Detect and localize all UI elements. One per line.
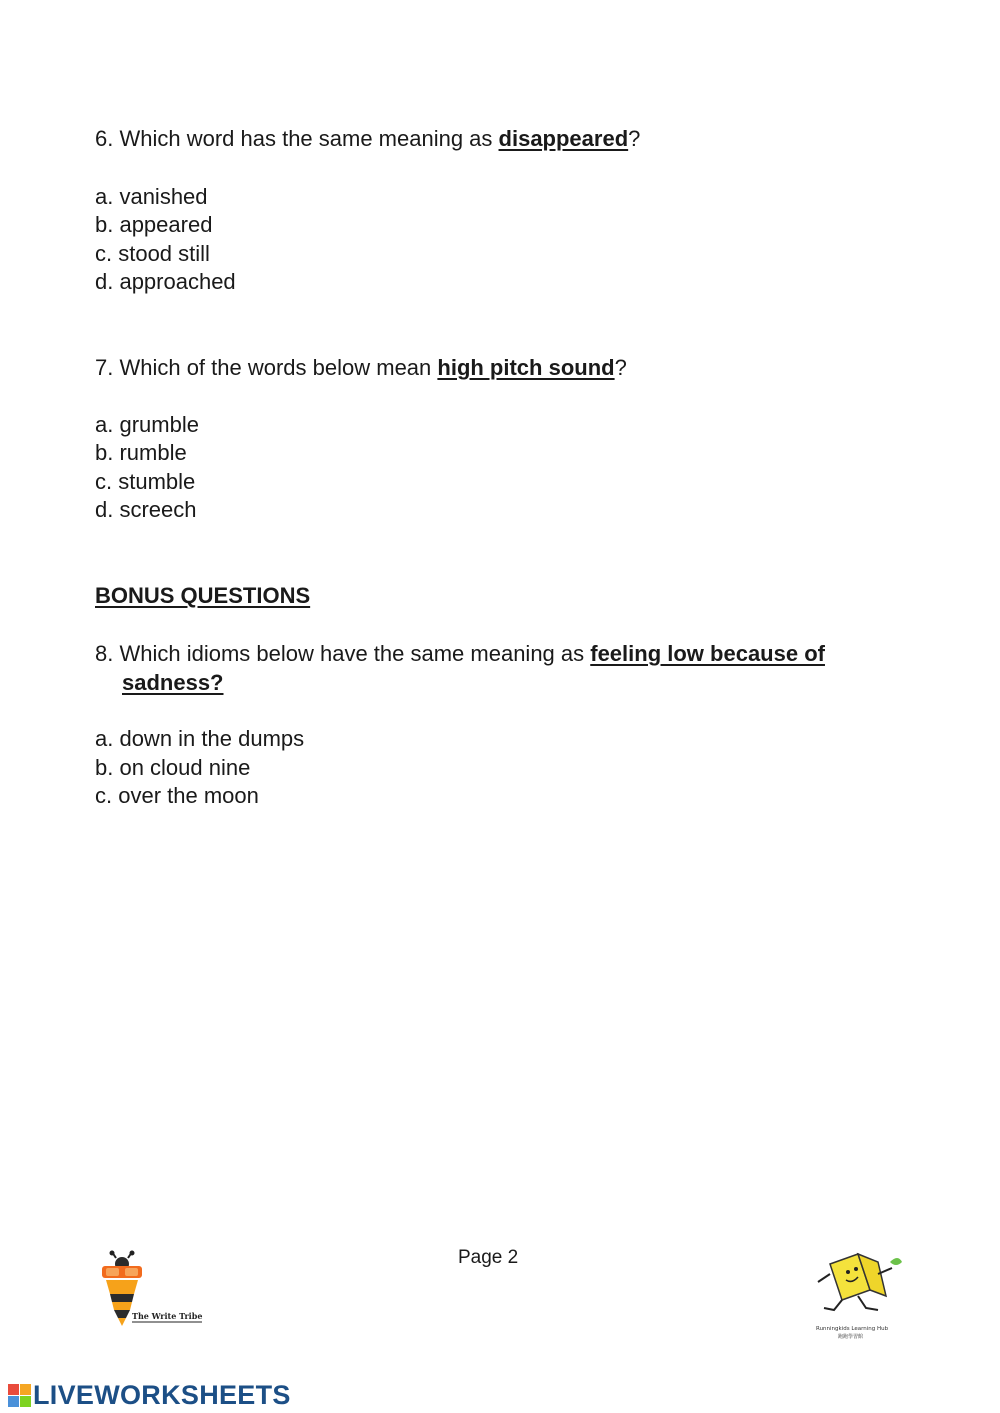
brand-blocks-icon (8, 1384, 31, 1407)
question-8-continuation (122, 669, 224, 697)
q8-option-c: c. over the moon (95, 783, 259, 808)
page-number: Page 2 (458, 1247, 519, 1268)
q8-option-b: b. on cloud nine (95, 755, 251, 780)
q7-option-a: a. grumble (95, 412, 199, 437)
q6-option-b: b. appeared (95, 212, 213, 237)
q7-option-b: b. rumble (95, 440, 187, 465)
write-tribe-logo (100, 1250, 210, 1330)
bonus-heading: BONUS QUESTIONS (95, 583, 311, 608)
question-6-prefix: 6. Which word has the same meaning as (95, 126, 499, 151)
q6-option-d: d. approached (95, 269, 236, 294)
right-logo-text: Runningkids Learning Hub (816, 1326, 889, 1332)
question-7 (95, 354, 627, 382)
question-7-suffix: ? (614, 355, 627, 380)
question-6 (95, 125, 640, 153)
runningkids-logo (808, 1244, 908, 1344)
question-8-prefix: 8. Which idioms below have the same meaning as (95, 641, 591, 666)
liveworksheets-brand (8, 1380, 291, 1410)
left-logo-text: The Write Tribe (132, 1311, 203, 1321)
question-6-keyword: disappeared (498, 126, 629, 151)
question-6-suffix: ? (628, 126, 641, 151)
question-8-keyword-line2: sadness? (122, 670, 224, 695)
question-7-prefix: 7. Which of the words below mean (95, 355, 438, 380)
q6-option-c: c. stood still (95, 241, 210, 266)
right-logo-subtext: 跑跑學習館 (838, 1334, 864, 1340)
bee-logo-icon (100, 1250, 210, 1330)
q7-option-c: c. stumble (95, 469, 196, 494)
q8-option-a: a. down in the dumps (95, 726, 305, 751)
question-7-keyword: high pitch sound (437, 355, 615, 380)
running-book-icon (808, 1244, 908, 1344)
brand-text: LIVEWORKSHEETS (33, 1379, 291, 1410)
question-8 (95, 640, 825, 668)
q6-option-a: a. vanished (95, 184, 208, 209)
question-8-keyword-line1: feeling low because of (590, 641, 825, 666)
q7-option-d: d. screech (95, 497, 197, 522)
